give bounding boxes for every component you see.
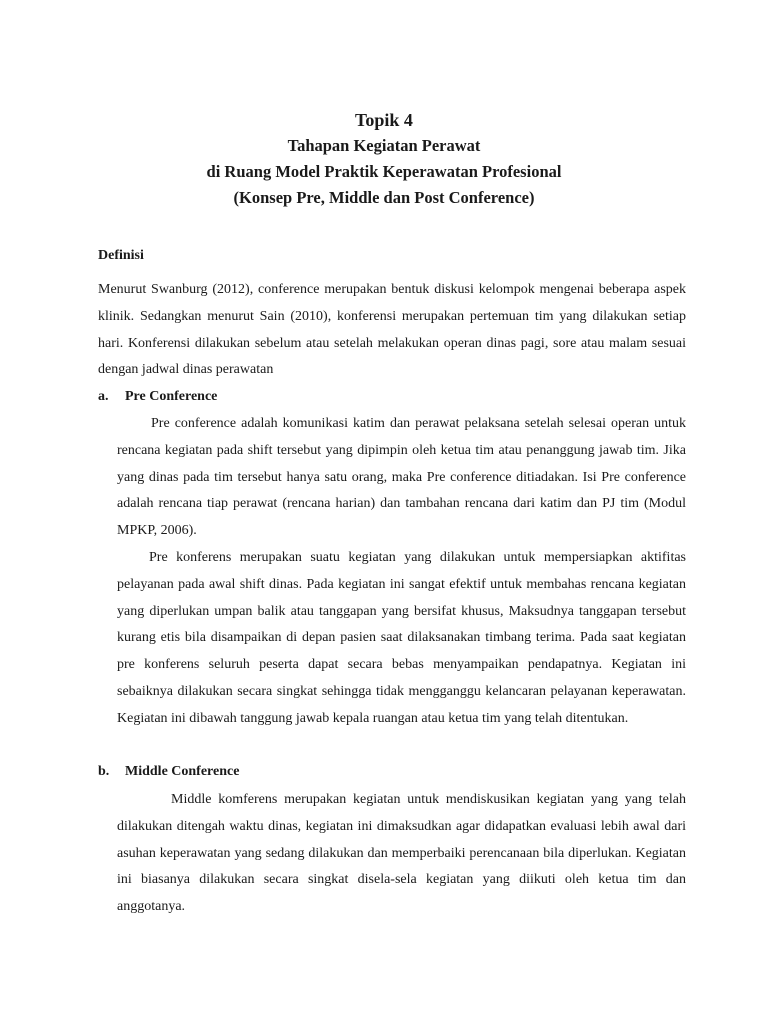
pre-conference-heading [98, 387, 217, 407]
middle-conference-paragraph: Middle komferens merupakan kegiatan untuk mendiskusikan kegiatan yang yang telah dilakukan ditengah waktu dinas, kegiatan ini dimaksudkan agar didapatkan evaluasi lebih awal dari asuhan keperawatan yang sedang dilakukan dan memperbaiki perencanaan bila diperlukan. Kegiatan ini biasanya dilakukan secara singkat disela-sela kegiatan yang diikuti oleh ketua tim dan anggotanya. [117, 792, 686, 915]
definisi-paragraph: Menurut Swanburg (2012), conference merupakan bentuk diskusi kelompok mengenai beberapa aspek klinik. Sedangkan menurut Sain (2010), konferensi merupakan pertemuan tim yang dilakukan setiap hari. Konferensi dilakukan sebelum atau setelah melakukan operan dinas pagi, sore atau malam sesuai dengan jadwal dinas perawatan [98, 282, 686, 378]
middle-conference-title: Middle Conference [125, 764, 240, 779]
middle-conference-heading [98, 762, 239, 782]
title-line-3: di Ruang Model Praktik Keperawatan Profesional [206, 162, 562, 181]
topic-number: Topik 4 [355, 110, 413, 130]
definisi-heading: Definisi [98, 248, 144, 263]
list-marker-b: b. [98, 764, 110, 779]
pre-conference-paragraph-2: Pre konferens merupakan suatu kegiatan yang dilakukan untuk mempersiapkan aktifitas pelayanan pada awal shift dinas. Pada kegiatan ini sangat efektif untuk membahas rencana kegiatan yang diperlukan umpan balik atau tanggapan yang bersifat khusus, Maksudnya tanggapan tersebut kurang etis bila disampaikan di depan pasien saat dilaksanakan timbang terima. Pada saat kegiatan pre konferens seluruh peserta dapat secara bebas menyampaikan pendapatnya. Kegiatan ini sebaiknya dilakukan secara singkat sehingga tidak mengganggu kelancaran pelayanan keperawatan. Kegiatan ini dibawah tanggung jawab kepala ruangan atau ketua tim yang telah ditentukan. [117, 550, 686, 726]
pre-conference-paragraph-1: Pre conference adalah komunikasi katim dan perawat pelaksana setelah selesai operan untuk rencana kegiatan pada shift tersebut yang dipimpin oleh ketua tim atau penanggung jawab tim. Jika yang dinas pada tim tersebut hanya satu orang, maka Pre conference ditiadakan. Isi Pre conference adalah rencana tiap perawat (rencana harian) dan tambahan rencana dari katim dan PJ tim (Modul MPKP, 2006). [117, 416, 686, 539]
list-marker-a: a. [98, 389, 109, 404]
title-block [0, 108, 768, 211]
title-line-4: (Konsep Pre, Middle dan Post Conference) [233, 188, 535, 207]
pre-conference-title: Pre Conference [125, 389, 218, 404]
title-line-2: Tahapan Kegiatan Perawat [287, 136, 481, 155]
